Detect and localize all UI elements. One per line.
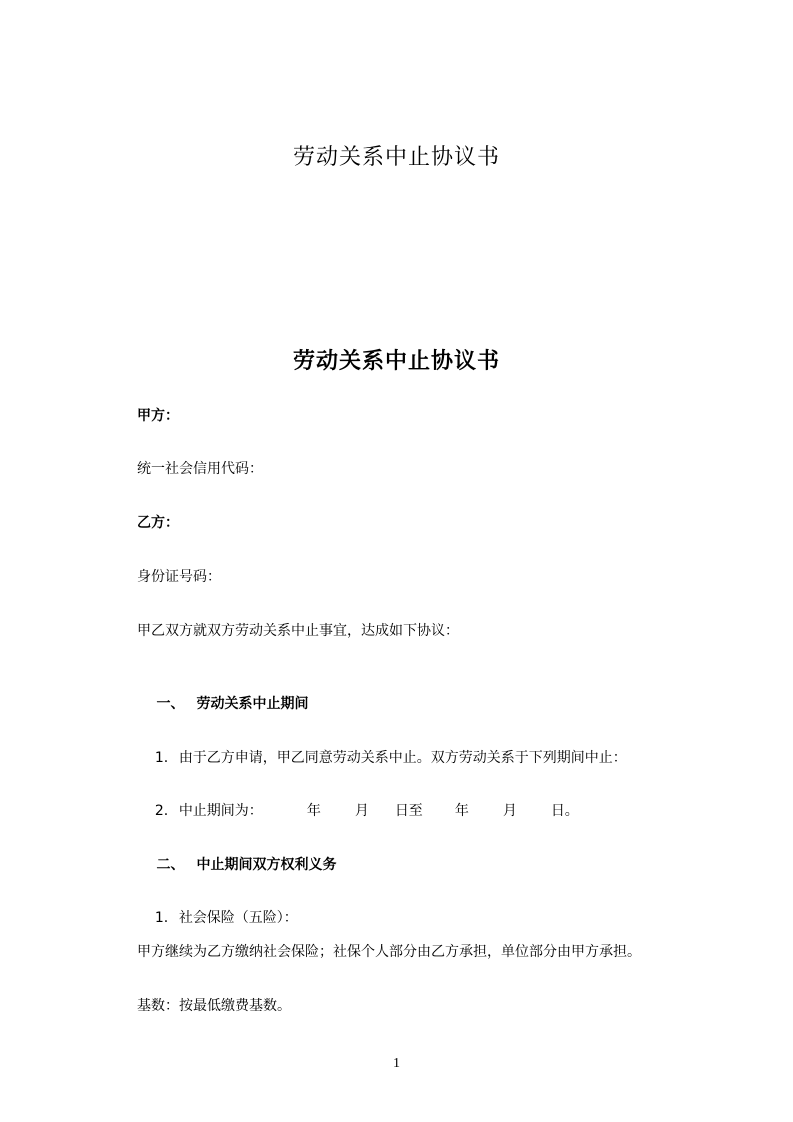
item-text: 中止期间为： <box>178 803 263 819</box>
section-1-heading <box>137 674 309 734</box>
social-insurance-paragraph: 甲方继续为乙方缴纳社会保险；社保个人部分由乙方承担，单位部分由甲方承担。 <box>137 944 641 960</box>
document-title: 劳动关系中止协议书 <box>292 349 500 374</box>
section-1-number: 一、 <box>156 696 185 712</box>
section-1-item-2 <box>137 781 579 841</box>
item-number: 1. <box>154 910 169 926</box>
contribution-base-paragraph: 基数：按最低缴费基数。 <box>137 998 291 1014</box>
credit-code-label: 统一社会信用代码： <box>137 461 263 477</box>
date-year-start: 年 <box>306 803 321 819</box>
date-day-end: 日。 <box>550 803 579 819</box>
party-b-label: 乙方： <box>137 515 179 531</box>
party-a-label: 甲方： <box>137 408 179 424</box>
section-1-item-1 <box>137 728 627 788</box>
section-1-title: 劳动关系中止期间 <box>196 696 309 712</box>
item-number: 1. <box>154 750 169 766</box>
section-2-title: 中止期间双方权利义务 <box>196 857 337 873</box>
date-month-end: 月 <box>502 803 517 819</box>
date-year-end: 年 <box>454 803 469 819</box>
section-2-item-1 <box>137 888 298 948</box>
date-day-to: 日至 <box>394 803 423 819</box>
intro-paragraph: 甲乙双方就双方劳动关系中止事宜，达成如下协议： <box>137 623 459 639</box>
section-2-number: 二、 <box>156 857 185 873</box>
item-text: 由于乙方申请，甲乙同意劳动关系中止。双方劳动关系于下列期间中止： <box>178 750 627 766</box>
page-number: 1 <box>393 1056 400 1071</box>
cover-title: 劳动关系中止协议书 <box>292 145 500 170</box>
item-text: 社会保险（五险）： <box>178 910 298 926</box>
date-month-start: 月 <box>354 803 369 819</box>
id-number-label: 身份证号码： <box>137 569 221 585</box>
section-2-heading <box>137 835 337 895</box>
item-number: 2. <box>154 803 169 819</box>
